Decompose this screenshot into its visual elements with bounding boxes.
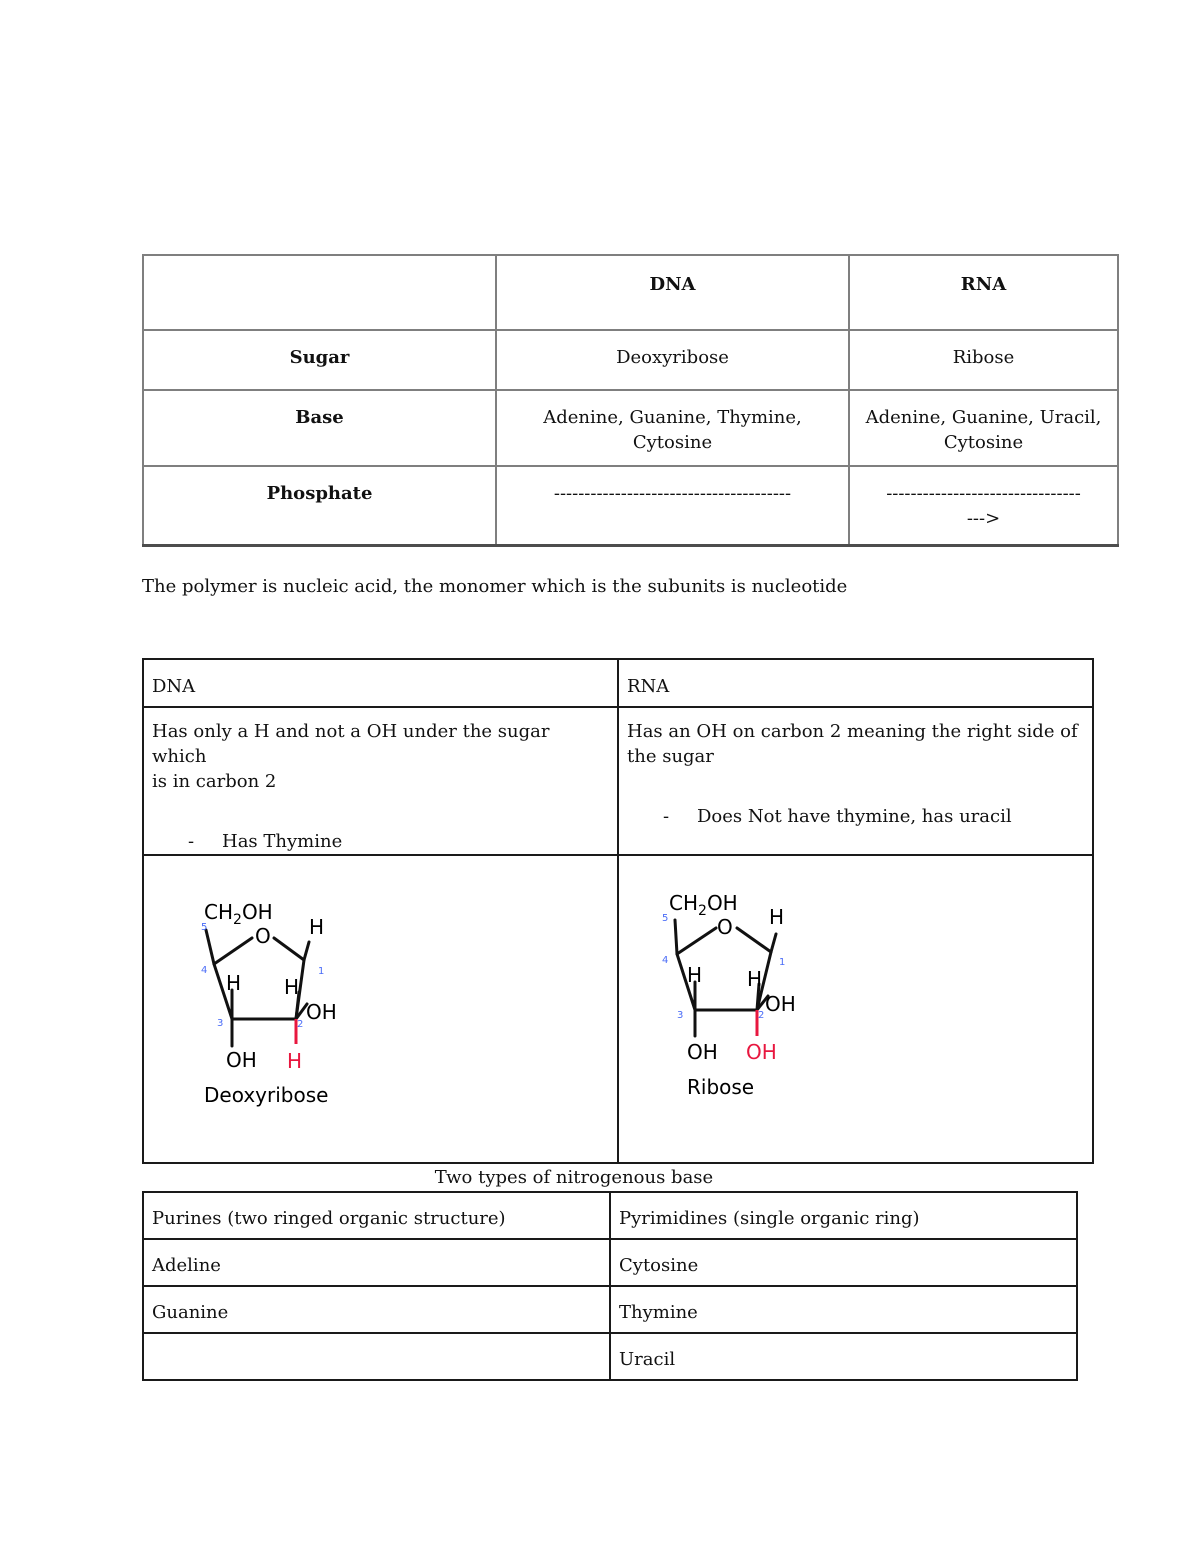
table-cell: Ribose — [849, 330, 1118, 390]
table-row — [143, 1239, 1077, 1286]
carbon-number: 2 — [758, 1010, 765, 1021]
h-label: H — [226, 971, 242, 995]
carbon-number: 1 — [779, 957, 786, 968]
table-cell: Cytosine — [610, 1239, 1077, 1286]
table-row — [143, 855, 1093, 1163]
carbon-number: 1 — [318, 966, 325, 977]
h-label: H — [284, 975, 300, 999]
carbon-number: 5 — [662, 913, 669, 924]
h-label: H — [747, 967, 763, 991]
table-row — [143, 1286, 1077, 1333]
table-header-cell: RNA — [849, 255, 1118, 330]
sugar-comparison-table — [142, 658, 1094, 1164]
table-cell: Adenine, Guanine, Uracil, Cytosine — [849, 390, 1118, 466]
table-header-cell: Pyrimidines (single organic ring) — [610, 1192, 1077, 1239]
table-cell: Uracil — [610, 1333, 1077, 1380]
oh-label: OH — [765, 992, 796, 1016]
table-cell: Guanine — [143, 1286, 610, 1333]
ch2oh-label: $CH_2OH$ — [204, 900, 273, 928]
table-header-cell: Purines (two ringed organic structure) — [143, 1192, 610, 1239]
oh-label: OH — [687, 1040, 718, 1064]
table-row — [143, 466, 1118, 546]
table-cell — [143, 855, 618, 1163]
list-item: - Does Not have thymine, has uracil — [663, 806, 1012, 827]
table-cell: --------------------------------------- — [496, 466, 849, 546]
table-header-cell: DNA — [143, 659, 618, 707]
table-cell: Adeline — [143, 1239, 610, 1286]
table-cell: Thymine — [610, 1286, 1077, 1333]
carbon-number: 4 — [201, 965, 208, 976]
row-label: Base — [143, 390, 496, 466]
table-row — [143, 659, 1093, 707]
carbon-number: 3 — [217, 1018, 224, 1029]
table-cell — [143, 1333, 610, 1380]
carbon-number: 4 — [662, 955, 669, 966]
table-cell: -------------------------------- ---> — [849, 466, 1118, 546]
sugar-name-label: Ribose — [687, 1075, 755, 1099]
table-row — [143, 1333, 1077, 1380]
table-cell: Deoxyribose — [496, 330, 849, 390]
sugar-name-label: Deoxyribose — [204, 1083, 329, 1107]
deoxyribose-structure-diagram — [144, 856, 601, 1162]
carbon-number: 5 — [201, 922, 208, 933]
h-label: H — [309, 915, 325, 939]
ch2oh-label: $CH_2OH$ — [669, 891, 738, 919]
ring-oxygen-label: O — [717, 915, 733, 939]
row-label: Sugar — [143, 330, 496, 390]
table-cell — [143, 255, 496, 330]
h-label: H — [687, 963, 703, 987]
nitrogenous-bases-table — [142, 1191, 1078, 1381]
ribose-structure-diagram — [619, 856, 1076, 1162]
row-label: Phosphate — [143, 466, 496, 546]
oh-label: OH — [226, 1048, 257, 1072]
list-item: - Has Thymine — [188, 831, 343, 852]
table-row — [143, 707, 1093, 855]
table-row — [143, 255, 1118, 330]
table-cell — [618, 855, 1093, 1163]
dna-rna-comparison-table — [142, 254, 1119, 547]
c2-oh-label: OH — [746, 1040, 777, 1064]
bases-caption: Two types of nitrogenous base — [434, 1167, 714, 1188]
carbon-number: 2 — [297, 1019, 304, 1030]
table-cell: Has only a H and not a OH under the sugar which is in carbon 2 - Has Thymine — [143, 707, 618, 855]
table-row — [143, 390, 1118, 466]
c2-h-label: H — [287, 1049, 303, 1073]
table-row — [143, 1192, 1077, 1239]
ring-oxygen-label: O — [255, 924, 271, 948]
table-header-cell: RNA — [618, 659, 1093, 707]
h-label: H — [769, 905, 785, 929]
table-header-cell: DNA — [496, 255, 849, 330]
table-cell: Adenine, Guanine, Thymine, Cytosine — [496, 390, 849, 466]
table-row — [143, 330, 1118, 390]
oh-label: OH — [306, 1000, 337, 1024]
carbon-number: 3 — [677, 1010, 684, 1021]
table-cell: Has an OH on carbon 2 meaning the right side of the sugar - Does Not have thymine, has uracil — [618, 707, 1093, 855]
paragraph: The polymer is nucleic acid, the monomer which is the subunits is nucleotide — [142, 576, 848, 597]
